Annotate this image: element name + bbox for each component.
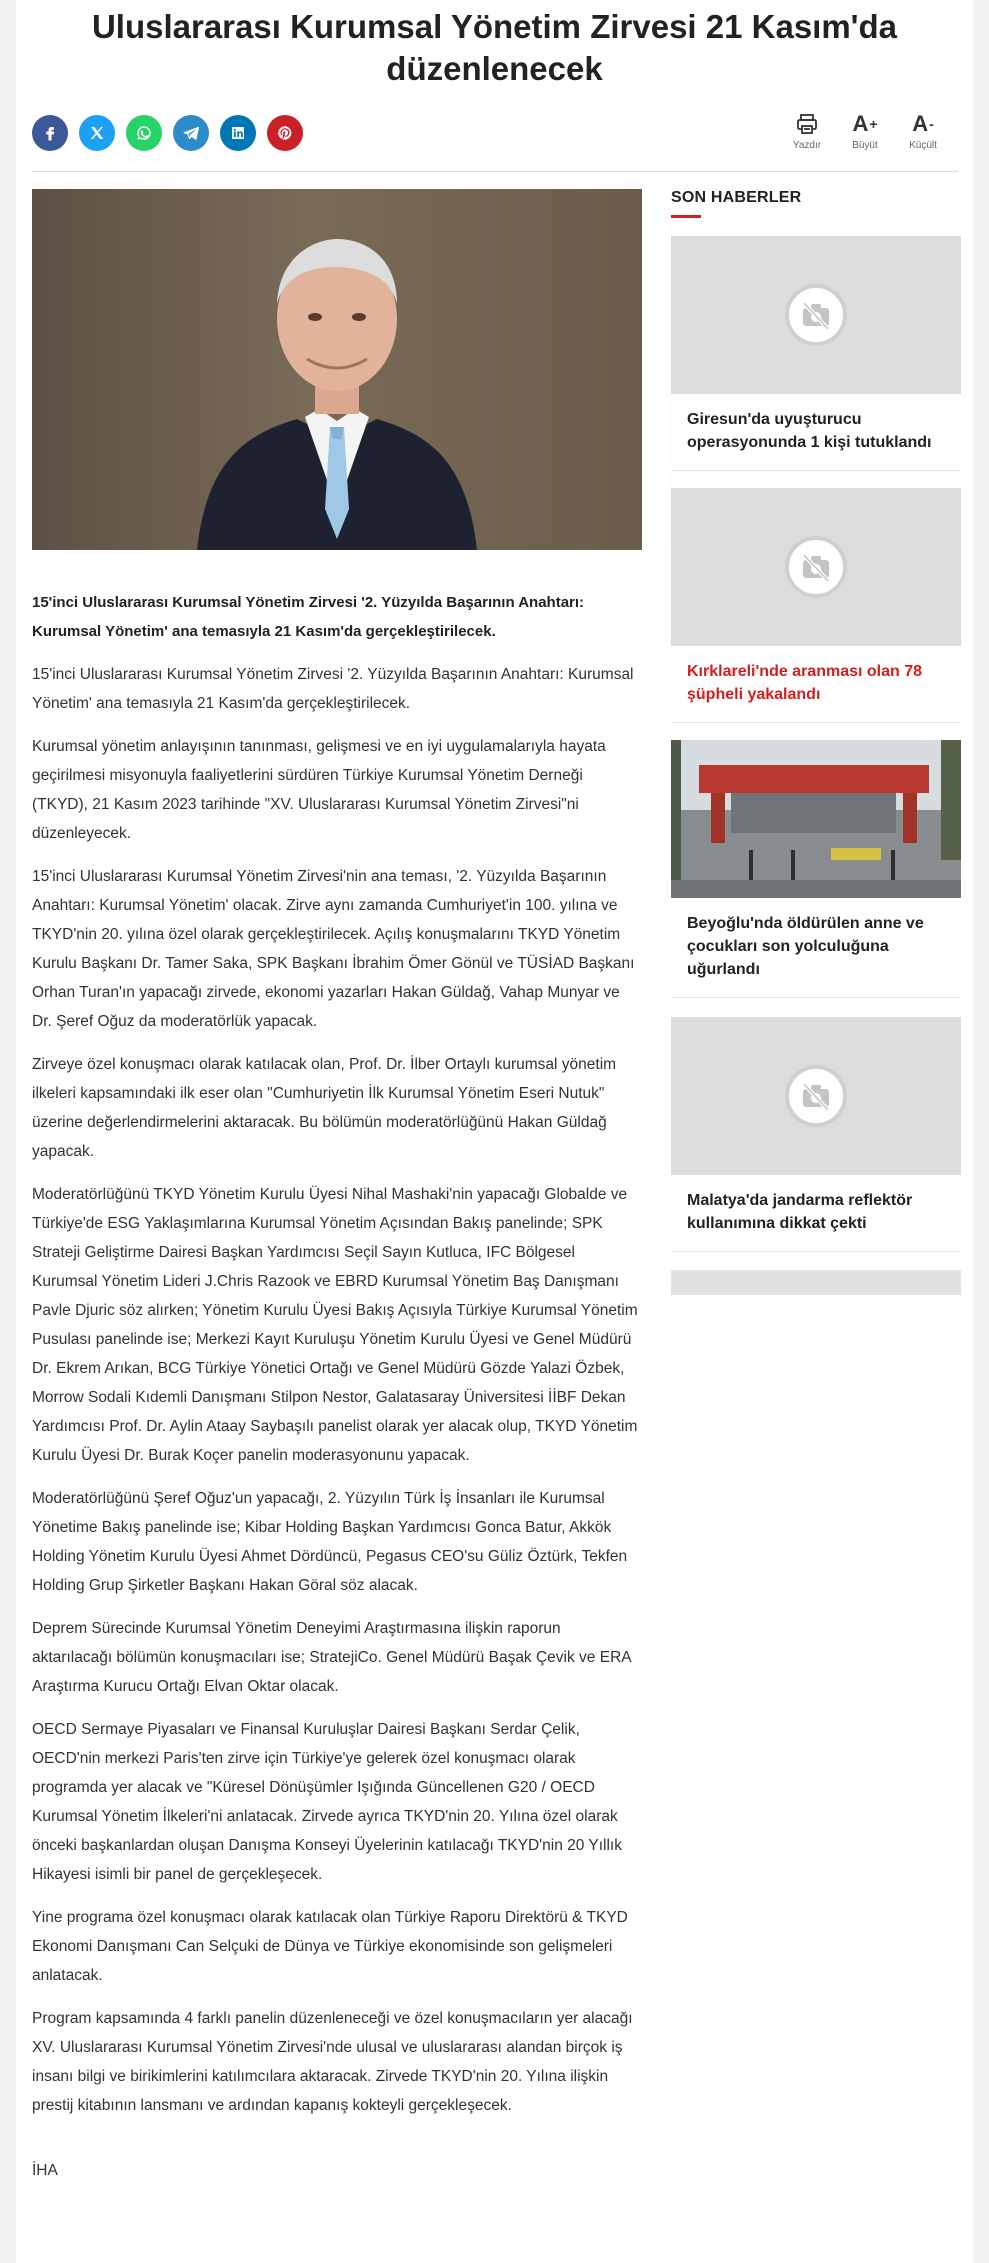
- news-divider: [671, 470, 961, 471]
- sidebar-latest-news: [671, 189, 961, 1232]
- news-title: Kırklareli'nde aranması olan 78 şüpheli yakalandı: [687, 663, 923, 703]
- no-image-icon: [785, 1065, 847, 1127]
- shrink-font-button[interactable]: [905, 110, 941, 151]
- whatsapp-icon: [135, 124, 153, 142]
- article-tools: [789, 110, 941, 151]
- telegram-icon: [182, 124, 200, 142]
- article-paragraph: OECD Sermaye Piyasaları ve Finansal Kuruluşlar Dairesi Başkanı Serdar Çelik, OECD'nin merkezi Paris'ten zirve için Türkiye'ye gelerek özel konuşmacı olarak programda yer alacak ve "Küresel Dönüşümler Işığında Güncellenen G20 / OECD Kurumsal Yönetim İlkeleri'ni anlatacak. Zirvede ayrıca TKYD'nin 20. Yılına özel olarak önceki başkanlardan oluşan Danışma Konseyi Üyelerinin katılacağı TKYD'nin 20 Yıllık Hikayesi isimli bir panel de gerçekleşecek.: [32, 1721, 622, 1883]
- article-paragraph: Zirveye özel konuşmacı olarak katılacak olan, Prof. Dr. İlber Ortaylı kurumsal yönetim ilkeleri kapsamındaki ilk eser olan "Cumhuriyetin İlk Kurumsal Yönetim Eseri Nutuk" üzerine değerlendirmelerini aktaracak. Bu bölümün moderatörlüğünü Hakan Güldağ yapacak.: [32, 1056, 617, 1160]
- print-label: Yazdır: [792, 140, 822, 151]
- enlarge-glyph: A: [852, 111, 869, 136]
- minus-icon: -: [929, 116, 934, 132]
- news-title: Beyoğlu'nda öldürülen anne ve çocukları son yolculuğuna uğurlandı: [687, 915, 924, 978]
- article-paragraph: Moderatörlüğünü TKYD Yönetim Kurulu Üyesi Nihal Mashaki'nin yapacağı Globalde ve Türkiye'de ESG Yaklaşımlarına Kurumsal Yönetim Açısından Bakış panelinde; SPK Strateji Geliştirme Dairesi Başkan Yardımcısı Seçil Sayın Kutluca, IFC Bölgesel Kurumsal Yönetim Lideri J.Chris Razook ve EBRD Kurumsal Yönetim Baş Danışmanı Pavle Djuric söz alırken; Yönetim Kurulu Üyesi Bakış Açısıyla Türkiye Kurumsal Yönetim Pusulası panelinde ise; Merkezi Kayıt Kuruluşu Yönetim Kurulu Üyesi ve Genel Müdürü Dr. Ekrem Arıkan, BCG Türkiye Yönetici Ortağı ve Genel Müdürü Gözde Yalazi Özbek, Morrow Sodali Kıdemli Danışmanı Stilpon Nestor, Galatasaray Üniversitesi İİBF Dekan Yardımcısı Prof. Dr. Aylin Ataay Saybaşılı panelist olarak yer alacak olup, TKYD Yönetim Kurulu Üyesi Dr. Burak Koçer panelin moderasyonunu yapacak.: [32, 1186, 638, 1464]
- no-image-icon: [785, 284, 847, 346]
- news-card[interactable]: [671, 236, 961, 454]
- article-paragraph: Deprem Sürecinde Kurumsal Yönetim Deneyimi Araştırmasına ilişkin raporun aktarılacağı bölümün konuşmacıları ise; StratejiCo. Genel Müdürü Başak Çevik ve ERA Araştırma Kurucu Ortağı Elvan Oktar olacak.: [32, 1620, 631, 1695]
- news-thumbnail: [671, 488, 961, 646]
- news-divider: [671, 722, 961, 723]
- shrink-label: Küçült: [909, 140, 937, 151]
- enlarge-font-button[interactable]: [847, 110, 883, 151]
- article-hero-image: [32, 189, 642, 550]
- sidebar-heading-accent: [671, 215, 701, 218]
- ad-placeholder: [671, 1270, 961, 1295]
- page-container: [16, 0, 973, 2263]
- shrink-glyph: A: [912, 111, 929, 136]
- news-card[interactable]: [671, 488, 961, 706]
- plus-icon: +: [869, 116, 878, 132]
- sidebar-heading: SON HABERLER: [671, 189, 802, 206]
- article-body: [32, 189, 642, 2180]
- person-photo: [187, 209, 487, 550]
- news-thumbnail: [671, 236, 961, 394]
- news-thumbnail: [671, 1017, 961, 1175]
- news-card[interactable]: [671, 1017, 961, 1235]
- header-divider: [32, 171, 958, 172]
- share-facebook-button[interactable]: [32, 115, 68, 151]
- article-lead: 15'inci Uluslararası Kurumsal Yönetim Zirvesi '2. Yüzyılda Başarının Anahtarı: Kurumsal Yönetim' ana temasıyla 21 Kasım'da gerçekleştirilecek.: [32, 594, 585, 640]
- article-paragraph: Moderatörlüğünü Şeref Oğuz'un yapacağı, 2. Yüzyılın Türk İş İnsanları ile Kurumsal Yönetime Bakış panelinde ise; Kibar Holding Başkan Yardımcısı Gonca Batur, Akkök Holding Yönetim Kurulu Üyesi Ahmet Dördüncü, Pegasus CEO'su Güliz Öztürk, Tekfen Holding Grup Şirketler Başkanı Hakan Göral söz alacak.: [32, 1490, 628, 1594]
- facebook-icon: [41, 124, 59, 142]
- article-title: Uluslararası Kurumsal Yönetim Zirvesi 21 Kasım'da düzenlenecek: [91, 8, 898, 87]
- news-divider: [671, 997, 961, 998]
- article-paragraph: Program kapsamında 4 farklı panelin düzenleneceği ve özel konuşmacıların yer alacağı XV. Uluslararası Kurumsal Yönetim Zirvesi'nde ulusal ve uluslararası alandan birçok iş insanı bilgi ve birikimlerini katılımcılara aktaracak. Zirvede TKYD'nin 20. Yılına ilişkin prestij kitabının lansmanı ve ardından kapanış kokteyli gerçekleşecek.: [32, 2010, 633, 2114]
- share-telegram-button[interactable]: [173, 115, 209, 151]
- x-icon: [88, 124, 106, 142]
- share-linkedin-button[interactable]: [220, 115, 256, 151]
- news-title: Giresun'da uyuşturucu operasyonunda 1 kişi tutuklandı: [687, 411, 932, 451]
- article-paragraph: Yine programa özel konuşmacı olarak katılacak olan Türkiye Raporu Direktörü & TKYD Ekonomi Danışmanı Can Selçuki de Dünya ve Türkiye ekonomisinde son gelişmeleri anlatacak.: [32, 1909, 628, 1984]
- share-pinterest-button[interactable]: [267, 115, 303, 151]
- share-x-button[interactable]: [79, 115, 115, 151]
- article-source: İHA: [32, 2162, 58, 2179]
- print-button[interactable]: [789, 110, 825, 151]
- printer-icon: [795, 112, 819, 136]
- article-paragraph: 15'inci Uluslararası Kurumsal Yönetim Zirvesi'nin ana teması, '2. Yüzyılda Başarının Anahtarı: Kurumsal Yönetim' olacak. Zirve aynı zamanda Cumhuriyet'in 100. yılına ve TKYD'nin 20. yılına özel olarak gerçekleştirilecek. Açılış konuşmalarını TKYD Yönetim Kurulu Başkanı Dr. Tamer Saka, SPK Başkanı İbrahim Ömer Gönül ve TÜSİAD Başkanı Orhan Turan'ın yapacağı zirvede, ekonomi yazarları Hakan Güldağ, Vahap Munyar ve Dr. Şeref Oğuz da moderatörlük yapacak.: [32, 868, 635, 1030]
- news-title: Malatya'da jandarma reflektör kullanımına dikkat çekti: [687, 1192, 913, 1232]
- enlarge-label: Büyüt: [852, 140, 878, 151]
- linkedin-icon: [229, 124, 247, 142]
- pinterest-icon: [276, 124, 294, 142]
- share-whatsapp-button[interactable]: [126, 115, 162, 151]
- article-paragraph: Kurumsal yönetim anlayışının tanınması, gelişmesi ve en iyi uygulamalarıyla hayata geçirilmesi misyonuyla faaliyetlerini sürdüren Türkiye Kurumsal Yönetim Derneği (TKYD), 21 Kasım 2023 tarihinde "XV. Uluslararası Kurumsal Yönetim Zirvesi"ni düzenleyecek.: [32, 738, 606, 842]
- news-thumbnail: [671, 740, 961, 898]
- news-divider: [671, 1251, 961, 1252]
- article-paragraph: 15'inci Uluslararası Kurumsal Yönetim Zirvesi '2. Yüzyılda Başarının Anahtarı: Kurumsal Yönetim' ana temasıyla 21 Kasım'da gerçekleştirilecek.: [32, 666, 634, 712]
- news-card[interactable]: [671, 740, 961, 981]
- news-photo: [671, 740, 961, 898]
- no-image-icon: [785, 536, 847, 598]
- share-bar: [32, 115, 303, 151]
